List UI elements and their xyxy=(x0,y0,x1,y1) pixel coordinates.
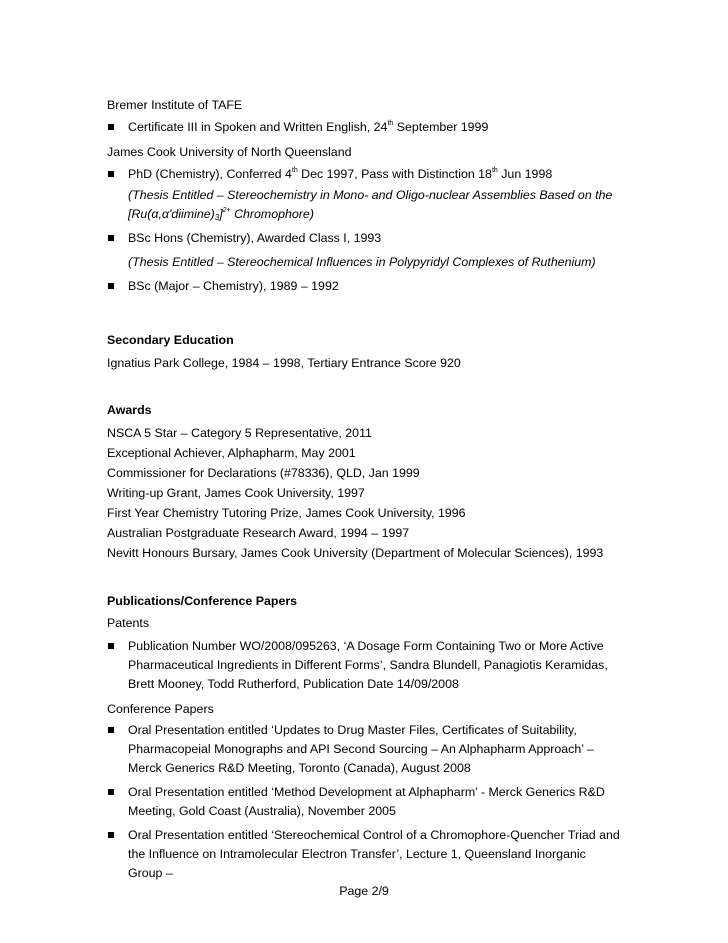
conference-item xyxy=(107,826,627,883)
phd-thesis-formula: [Ru(α,α'diimine) xyxy=(128,207,215,221)
patents-label: Patents xyxy=(107,616,150,630)
conference-text: Oral Presentation entitled ‘Updates to Drug Master Files, Certificates of Suitability, Pharmacopeial Monographs and API Second Sourcing – An Alphapharm Approach’ – Merck Generics R&D Meeting, Toronto (Canada), August 2008 xyxy=(128,723,594,775)
bullet-square-icon xyxy=(108,124,114,130)
award-item: Nevitt Honours Bursary, James Cook University (Department of Molecular Sciences), 1993 xyxy=(107,546,604,560)
award-item: Australian Postgraduate Research Award, 1994 – 1997 xyxy=(107,526,410,540)
bullet-square-icon xyxy=(108,171,114,177)
conference-text: Oral Presentation entitled ‘Method Development at Alphapharm’ - Merck Generics R&D Meeting, Gold Coast (Australia), November 2005 xyxy=(128,785,605,818)
phd-item xyxy=(107,165,627,224)
conference-item xyxy=(107,721,627,778)
document-page xyxy=(107,95,627,888)
bullet-square-icon xyxy=(108,283,114,289)
bullet-square-icon xyxy=(108,789,114,795)
bullet-square-icon xyxy=(108,727,114,733)
bsc-hons-text: BSc Hons (Chemistry), Awarded Class I, 1993 xyxy=(128,231,382,245)
bullet-square-icon xyxy=(108,832,114,838)
award-item: First Year Chemistry Tutoring Prize, James Cook University, 1996 xyxy=(107,506,466,520)
phd-thesis-bracket: ] xyxy=(219,207,223,221)
phd-thesis-line-1: (Thesis Entitled – Stereochemistry in Mono- and Oligo-nuclear Assemblies Based on the xyxy=(128,188,613,202)
secondary-heading: Secondary Education xyxy=(107,333,234,347)
bsc-hons-item xyxy=(107,229,627,272)
superscript: th xyxy=(387,120,394,127)
institution-jcu: James Cook University of North Queensland xyxy=(107,145,352,159)
bullet-square-icon xyxy=(108,643,114,649)
secondary-line: Ignatius Park College, 1984 – 1998, Tertiary Entrance Score 920 xyxy=(107,356,461,370)
phd-thesis-line-2 xyxy=(128,205,627,224)
patent-text: Publication Number WO/2008/095263, ‘A Dosage Form Containing Two or More Active Pharmaceutical Ingredients in Different Forms’, Sandra Blundell, Panagiotis Keramidas, Brett Mooney, Todd Rutherford, Publication Date 14/09/2008 xyxy=(128,639,608,691)
phd-text: PhD (Chemistry), Conferred 4 xyxy=(128,167,292,181)
award-item: Commissioner for Declarations (#78336), QLD, Jan 1999 xyxy=(107,466,420,480)
conference-item xyxy=(107,783,627,821)
conference-text: Oral Presentation entitled ‘Stereochemical Control of a Chromophore-Quencher Triad and the Influence on Intramolecular Electron Transfer’, Lecture 1, Queensland Inorganic Group – xyxy=(128,828,620,880)
conference-list xyxy=(107,721,627,883)
bullet-square-icon xyxy=(108,235,114,241)
award-item: Exceptional Achiever, Alphapharm, May 2001 xyxy=(107,446,356,460)
publications-heading: Publications/Conference Papers xyxy=(107,594,298,608)
tafe-cert-text-end: September 1999 xyxy=(393,120,489,134)
bsc-hons-thesis: (Thesis Entitled – Stereochemical Influences in Polypyridyl Complexes of Ruthenium) xyxy=(128,255,596,269)
awards-list xyxy=(107,423,627,563)
phd-thesis-end: Chromophore) xyxy=(230,207,314,221)
superscript: th xyxy=(291,167,298,174)
tafe-certificate-item xyxy=(107,118,627,137)
awards-heading: Awards xyxy=(107,403,152,417)
phd-text-end: Jun 1998 xyxy=(497,167,553,181)
phd-text-mid: Dec 1997, Pass with Distinction 18 xyxy=(297,167,492,181)
conference-label: Conference Papers xyxy=(107,702,214,716)
award-item: NSCA 5 Star – Category 5 Representative, 2011 xyxy=(107,426,372,440)
superscript: 2+ xyxy=(222,207,231,214)
bsc-text: BSc (Major – Chemistry), 1989 – 1992 xyxy=(128,279,339,293)
subscript: 3 xyxy=(214,213,220,222)
tafe-cert-text: Certificate III in Spoken and Written English, 24 xyxy=(128,120,388,134)
bsc-item xyxy=(107,277,627,296)
institution-tafe: Bremer Institute of TAFE xyxy=(107,98,243,112)
award-item: Writing-up Grant, James Cook University, 1997 xyxy=(107,486,365,500)
superscript: th xyxy=(491,167,498,174)
patent-item xyxy=(107,637,627,694)
page-number: Page 2/9 xyxy=(339,884,389,898)
